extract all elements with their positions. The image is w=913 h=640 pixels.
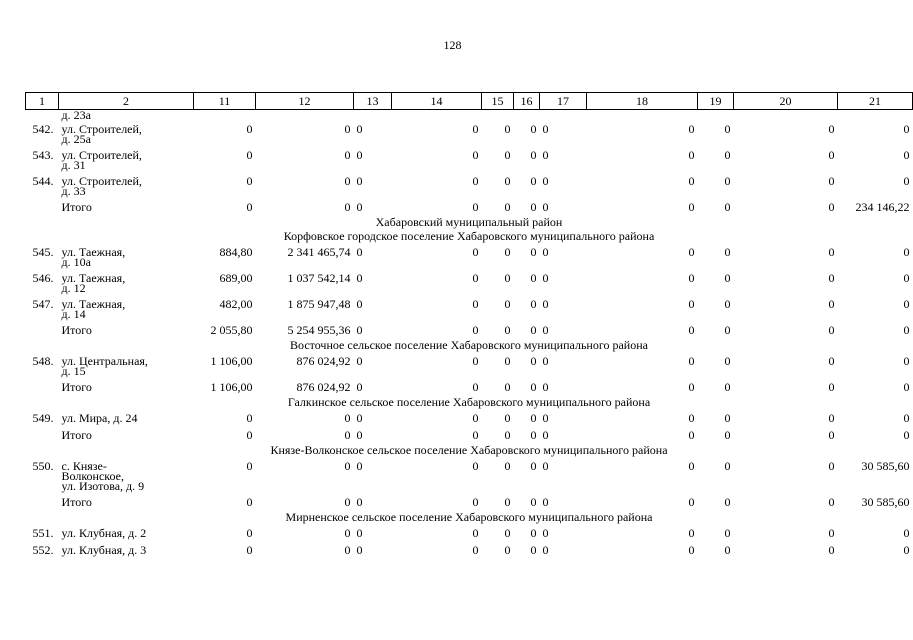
total-row: [26, 321, 913, 338]
value-cell: 0: [530, 428, 537, 442]
value-cell: 0: [472, 459, 479, 473]
table-row: [26, 172, 913, 198]
value-cell: 0: [344, 122, 351, 136]
value-cell: 0: [724, 543, 731, 557]
value-cell: 0: [344, 174, 351, 188]
value-cell: 0: [356, 526, 363, 540]
table-row: [26, 146, 913, 172]
value-cell: 0: [504, 543, 511, 557]
value-cell: 0: [724, 174, 731, 188]
value-cell: 0: [504, 428, 511, 442]
value-cell: 0: [688, 411, 695, 425]
value-cell: 0: [724, 271, 731, 285]
value-cell: 0: [903, 411, 910, 425]
value-cell: 0: [828, 459, 835, 473]
value-cell: 0: [828, 245, 835, 259]
value-cell: 0: [903, 297, 910, 311]
value-cell: 0: [530, 526, 537, 540]
value-cell: 0: [542, 495, 549, 509]
address-cell: ул. Таежная, д. 10а: [61, 245, 126, 269]
value-cell: 0: [688, 200, 695, 214]
value-cell: 0: [903, 543, 910, 557]
value-cell: 0: [903, 323, 910, 337]
value-cell: 0: [903, 428, 910, 442]
table-row: [26, 457, 913, 493]
value-cell: 0: [530, 174, 537, 188]
value-cell: 0: [530, 411, 537, 425]
value-cell: 0: [828, 174, 835, 188]
value-cell: 0: [724, 122, 731, 136]
value-cell: 0: [356, 354, 363, 368]
value-cell: 0: [504, 380, 511, 394]
value-cell: 0: [724, 495, 731, 509]
value-cell: 0: [828, 526, 835, 540]
section-title: Восточное сельское поселение Хабаровского муниципального района: [290, 338, 648, 352]
column-header: 18: [587, 93, 698, 110]
total-label: Итого: [61, 495, 92, 509]
value-cell: 0: [472, 495, 479, 509]
table-row: [26, 524, 913, 541]
value-cell: 0: [828, 148, 835, 162]
address-cell: ул. Центральная, д. 15: [61, 354, 148, 378]
value-cell: 0: [724, 526, 731, 540]
value-cell: 0: [828, 428, 835, 442]
column-header: 16: [514, 93, 540, 110]
value-cell: 0: [688, 495, 695, 509]
value-cell: 0: [542, 323, 549, 337]
value-cell: 0: [356, 271, 363, 285]
value-cell: 0: [903, 271, 910, 285]
row-number: 551.: [32, 526, 54, 540]
value-cell: 0: [828, 411, 835, 425]
value-cell: 0: [344, 543, 351, 557]
value-cell: 0: [344, 495, 351, 509]
value-cell: 0: [688, 380, 695, 394]
value-cell: 0: [688, 148, 695, 162]
value-cell: 0: [472, 148, 479, 162]
value-cell: 0: [504, 411, 511, 425]
value-cell: 1 106,00: [210, 354, 253, 368]
value-cell: 0: [504, 200, 511, 214]
value-cell: 0: [828, 380, 835, 394]
value-cell: 0: [504, 495, 511, 509]
value-cell: 0: [356, 495, 363, 509]
value-cell: 0: [472, 297, 479, 311]
address-cell: ул. Таежная, д. 12: [61, 271, 126, 295]
header-row: [26, 93, 913, 110]
value-cell: 0: [688, 526, 695, 540]
column-header: 14: [392, 93, 482, 110]
value-cell: 0: [724, 200, 731, 214]
value-cell: 0: [356, 200, 363, 214]
section-row: [26, 229, 913, 243]
column-header: 21: [838, 93, 913, 110]
value-cell: 0: [530, 459, 537, 473]
value-cell: 0: [504, 148, 511, 162]
column-header: 11: [194, 93, 256, 110]
value-cell: 0: [356, 297, 363, 311]
value-cell: 0: [542, 297, 549, 311]
value-cell: 0: [356, 122, 363, 136]
address-cell: ул. Таежная, д. 14: [61, 297, 126, 321]
section-title: Хабаровский муниципальный район: [375, 215, 563, 229]
value-cell: 0: [724, 380, 731, 394]
address-cell: ул. Мира, д. 24: [61, 411, 138, 425]
section-title: Галкинское сельское поселение Хабаровского муниципального района: [287, 395, 651, 409]
value-cell: 0: [472, 122, 479, 136]
value-cell: 0: [724, 354, 731, 368]
column-header: 13: [354, 93, 392, 110]
value-cell: 0: [828, 354, 835, 368]
value-cell: 0: [688, 459, 695, 473]
continuation-text: д. 23а: [61, 108, 91, 122]
value-cell: 0: [472, 526, 479, 540]
row-number: 542.: [32, 122, 54, 136]
value-cell: 0: [903, 380, 910, 394]
value-cell: 0: [724, 459, 731, 473]
value-cell: 0: [542, 245, 549, 259]
value-cell: 5 254 955,36: [287, 323, 351, 337]
column-header: 1: [26, 93, 59, 110]
value-cell: 884,80: [219, 245, 253, 259]
value-cell: 0: [530, 297, 537, 311]
value-cell: 0: [828, 271, 835, 285]
value-cell: 0: [246, 495, 253, 509]
value-cell: 0: [542, 122, 549, 136]
value-cell: 1 037 542,14: [287, 271, 351, 285]
value-cell: 0: [688, 297, 695, 311]
value-cell: 0: [530, 271, 537, 285]
value-cell: 0: [246, 428, 253, 442]
value-cell: 0: [530, 245, 537, 259]
value-cell: 0: [530, 543, 537, 557]
value-cell: 0: [504, 245, 511, 259]
row-number: 549.: [32, 411, 54, 425]
value-cell: 876 024,92: [296, 380, 351, 394]
column-header: 2: [59, 93, 194, 110]
data-table: [25, 92, 913, 558]
value-cell: 0: [246, 459, 253, 473]
value-cell: 30 585,60: [861, 495, 910, 509]
value-cell: 0: [504, 459, 511, 473]
value-cell: 0: [903, 526, 910, 540]
value-cell: 0: [344, 459, 351, 473]
section-title: Корфовское городское поселение Хабаровского муниципального района: [283, 229, 655, 243]
total-label: Итого: [61, 380, 92, 394]
value-cell: 0: [504, 526, 511, 540]
value-cell: 0: [344, 411, 351, 425]
table-row: [26, 243, 913, 269]
value-cell: 0: [828, 323, 835, 337]
address-cell: ул. Строителей, д. 33: [61, 174, 142, 198]
value-cell: 0: [542, 428, 549, 442]
address-cell: ул. Строителей, д. 31: [61, 148, 142, 172]
value-cell: 0: [542, 543, 549, 557]
value-cell: 0: [356, 380, 363, 394]
value-cell: 1 875 947,48: [287, 297, 351, 311]
value-cell: 0: [344, 428, 351, 442]
value-cell: 0: [903, 174, 910, 188]
table-row: [26, 541, 913, 558]
value-cell: 0: [688, 543, 695, 557]
value-cell: 0: [828, 200, 835, 214]
value-cell: 0: [472, 354, 479, 368]
value-cell: 0: [688, 122, 695, 136]
value-cell: 0: [246, 148, 253, 162]
column-header: 19: [698, 93, 734, 110]
value-cell: 0: [542, 200, 549, 214]
row-number: 545.: [32, 245, 54, 259]
value-cell: 0: [356, 411, 363, 425]
section-row: [26, 443, 913, 457]
table-row: [26, 409, 913, 426]
value-cell: 0: [472, 380, 479, 394]
address-cell: ул. Клубная, д. 2: [61, 526, 147, 540]
row-number: 550.: [32, 459, 54, 473]
value-cell: 30 585,60: [861, 459, 910, 473]
value-cell: 0: [504, 174, 511, 188]
value-cell: 0: [504, 297, 511, 311]
value-cell: 0: [472, 174, 479, 188]
value-cell: 0: [724, 323, 731, 337]
value-cell: 0: [504, 271, 511, 285]
value-cell: 0: [688, 174, 695, 188]
total-row: [26, 426, 913, 443]
address-cell: ул. Клубная, д. 3: [61, 543, 147, 557]
value-cell: 0: [246, 526, 253, 540]
row-number: [26, 198, 59, 215]
value-cell: 0: [246, 200, 253, 214]
value-cell: 0: [724, 148, 731, 162]
section-row: [26, 215, 913, 229]
value-cell: 0: [530, 354, 537, 368]
section-row: [26, 395, 913, 409]
value-cell: 0: [828, 297, 835, 311]
value-cell: 0: [246, 174, 253, 188]
value-cell: 0: [356, 428, 363, 442]
value-cell: 0: [688, 323, 695, 337]
value-cell: 0: [530, 200, 537, 214]
value-cell: 0: [724, 297, 731, 311]
value-cell: 0: [724, 428, 731, 442]
value-cell: 0: [542, 459, 549, 473]
value-cell: 0: [903, 354, 910, 368]
value-cell: 2 341 465,74: [287, 245, 351, 259]
row-number: [26, 493, 59, 510]
value-cell: 0: [530, 495, 537, 509]
total-label: Итого: [61, 428, 92, 442]
value-cell: 0: [542, 271, 549, 285]
value-cell: 234 146,22: [855, 200, 910, 214]
value-cell: 0: [542, 380, 549, 394]
value-cell: 0: [828, 543, 835, 557]
section-title: Мирненское сельское поселение Хабаровского муниципального района: [285, 510, 653, 524]
value-cell: 0: [530, 323, 537, 337]
value-cell: 0: [246, 411, 253, 425]
value-cell: 0: [542, 148, 549, 162]
value-cell: 0: [472, 323, 479, 337]
table-row: [26, 269, 913, 295]
value-cell: 0: [903, 245, 910, 259]
value-cell: 0: [356, 174, 363, 188]
column-header: 17: [540, 93, 587, 110]
value-cell: 0: [504, 323, 511, 337]
total-row: [26, 378, 913, 395]
value-cell: 0: [246, 122, 253, 136]
address-cell: с. Князе- Волконское, ул. Изотова, д. 9: [61, 459, 145, 493]
value-cell: 0: [504, 122, 511, 136]
row-number: 544.: [32, 174, 54, 188]
value-cell: 0: [542, 354, 549, 368]
value-cell: 0: [542, 411, 549, 425]
row-number: 552.: [32, 543, 54, 557]
value-cell: 0: [530, 122, 537, 136]
value-cell: 0: [472, 543, 479, 557]
value-cell: 0: [828, 495, 835, 509]
value-cell: 0: [356, 245, 363, 259]
address-cell: ул. Строителей, д. 25а: [61, 122, 142, 146]
table-row: [26, 295, 913, 321]
value-cell: 0: [472, 200, 479, 214]
total-label: Итого: [61, 323, 92, 337]
value-cell: 0: [246, 543, 253, 557]
value-cell: 1 106,00: [210, 380, 253, 394]
value-cell: 0: [542, 526, 549, 540]
value-cell: 0: [530, 148, 537, 162]
value-cell: 0: [344, 148, 351, 162]
continuation-row: [26, 110, 913, 121]
column-header: 15: [482, 93, 514, 110]
value-cell: 876 024,92: [296, 354, 351, 368]
section-row: [26, 338, 913, 352]
row-number: 548.: [32, 354, 54, 368]
column-header: 20: [734, 93, 838, 110]
value-cell: 689,00: [219, 271, 253, 285]
value-cell: 0: [356, 459, 363, 473]
row-number: 546.: [32, 271, 54, 285]
value-cell: 0: [472, 428, 479, 442]
table-row: [26, 120, 913, 146]
row-number: [26, 426, 59, 443]
page-number: 128: [443, 38, 462, 52]
section-row: [26, 510, 913, 524]
table-row: [26, 352, 913, 378]
row-number: [26, 378, 59, 395]
value-cell: 0: [688, 354, 695, 368]
value-cell: 0: [903, 148, 910, 162]
value-cell: 0: [688, 428, 695, 442]
value-cell: 0: [688, 245, 695, 259]
value-cell: 0: [828, 122, 835, 136]
total-row: [26, 198, 913, 215]
value-cell: 0: [724, 245, 731, 259]
value-cell: 0: [504, 354, 511, 368]
value-cell: 0: [688, 271, 695, 285]
row-number: 547.: [32, 297, 54, 311]
value-cell: 0: [530, 380, 537, 394]
value-cell: 2 055,80: [210, 323, 253, 337]
value-cell: 0: [356, 543, 363, 557]
value-cell: 0: [356, 148, 363, 162]
value-cell: 0: [903, 122, 910, 136]
value-cell: 0: [724, 411, 731, 425]
row-number: [26, 321, 59, 338]
value-cell: 0: [472, 245, 479, 259]
value-cell: 0: [344, 200, 351, 214]
value-cell: 0: [356, 323, 363, 337]
value-cell: 0: [472, 271, 479, 285]
total-row: [26, 493, 913, 510]
value-cell: 482,00: [219, 297, 253, 311]
value-cell: 0: [472, 411, 479, 425]
section-title: Князе-Волконское сельское поселение Хабаровского муниципального района: [270, 443, 668, 457]
column-header: 12: [256, 93, 354, 110]
value-cell: 0: [542, 174, 549, 188]
row-number: 543.: [32, 148, 54, 162]
total-label: Итого: [61, 200, 92, 214]
value-cell: 0: [344, 526, 351, 540]
